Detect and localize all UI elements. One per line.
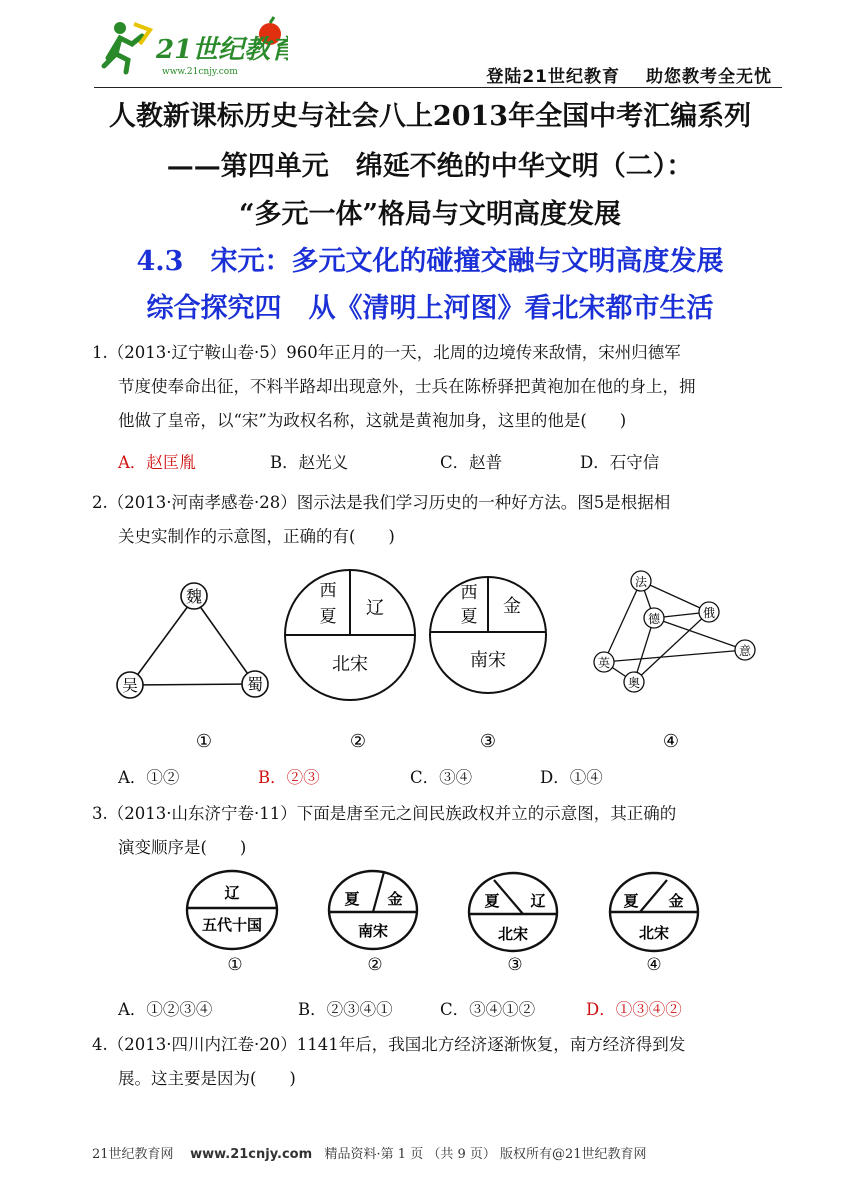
title-line-1: 人教新课标历史与社会八上2013年全国中考汇编系列 <box>108 101 752 132</box>
triangle-diagram <box>117 583 268 698</box>
section-title: 4.3 宋元：多元文化的碰撞交融与文明高度发展 <box>136 246 724 277</box>
label-nansong: 南宋 <box>470 650 506 671</box>
pie-diagram-2 <box>329 871 417 949</box>
question-line: 他做了皇帝，以“宋”为政权名称，这就是黄袍加身，这里的他是( ) <box>118 411 627 430</box>
question-line: 节度使奉命出征，不料半路却出现意外，士兵在陈桥驿把黄袍加在他的身上，拥 <box>118 377 696 396</box>
question-line: 3.（2013·山东济宁卷·11）下面是唐至元之间民族政权并立的示意图，其正确的 <box>92 804 677 823</box>
label-xixia-1: 西 <box>460 583 478 603</box>
label-xia: 夏 <box>484 892 500 910</box>
node-shu: 蜀 <box>246 675 264 694</box>
option-c[interactable]: C．赵普 <box>440 453 503 472</box>
runner-icon <box>104 22 150 72</box>
node-fa: 法 <box>634 575 648 589</box>
question-3 <box>92 797 782 865</box>
logo-text: 21世纪教育 <box>156 35 288 65</box>
page-footer <box>92 1143 647 1162</box>
pie-diagram-2 <box>285 570 415 700</box>
footer-info: 精品资料·第 1 页 （共 9 页） 版权所有@21世纪教育网 <box>324 1147 647 1162</box>
option-d[interactable]: D．石守信 <box>580 453 660 472</box>
node-e: 俄 <box>702 606 716 620</box>
footer-url[interactable]: www.21cnjy.com <box>190 1147 313 1162</box>
figure-label-1: ① <box>227 955 243 975</box>
label-beisong: 北宋 <box>638 924 670 942</box>
figure-label-3: ③ <box>507 955 523 975</box>
option-b[interactable]: B．②③④① <box>298 1000 393 1019</box>
label-xia: 夏 <box>623 892 639 910</box>
question-line: 2.（2013·河南孝感卷·28）图示法是我们学习历史的一种好方法。图5是根据相 <box>92 493 671 512</box>
option-b[interactable]: B．②③ <box>258 768 320 787</box>
option-b[interactable]: B．赵光义 <box>270 453 349 472</box>
figure-diagram-1 <box>100 560 780 760</box>
figure-label-2: ② <box>367 955 383 975</box>
question-line: 关史实制作的示意图，正确的有( ) <box>118 527 395 546</box>
pie-diagram-1 <box>187 871 277 949</box>
question-line: 4.（2013·四川内江卷·20）1141年后，我国北方经济逐渐恢复，南方经济得到发 <box>92 1035 686 1054</box>
label-xia: 夏 <box>344 890 360 908</box>
option-c[interactable]: C．③④①② <box>440 1000 536 1019</box>
slogan-right: 助您教考全无忧 <box>646 67 772 87</box>
node-wei: 魏 <box>185 587 203 606</box>
label-wudai: 五代十国 <box>201 916 263 934</box>
slogan-left: 登陆21世纪教育 <box>486 67 620 87</box>
subsection-title: 综合探究四 从《清明上河图》看北宋都市生活 <box>146 293 714 324</box>
footer-site: 21世纪教育网 <box>92 1147 174 1162</box>
figure-label-2: ② <box>349 731 367 752</box>
option-c[interactable]: C．③④ <box>410 768 473 787</box>
label-liao: 辽 <box>224 884 240 902</box>
label-liao: 辽 <box>366 598 384 619</box>
figure-label-1: ① <box>195 731 213 752</box>
pie-diagram-3 <box>430 577 546 693</box>
option-a[interactable]: A．①② <box>118 768 180 787</box>
node-de: 德 <box>647 612 661 626</box>
node-wu: 吴 <box>121 676 139 695</box>
option-a[interactable]: A．①②③④ <box>118 1000 213 1019</box>
question-1 <box>92 336 782 438</box>
label-beisong: 北宋 <box>332 654 368 675</box>
node-ao: 奥 <box>627 676 641 690</box>
figure-label-4: ④ <box>662 731 680 752</box>
figure-diagram-2 <box>180 860 700 980</box>
figure-label-3: ③ <box>479 731 497 752</box>
label-xixia-1: 西 <box>319 581 337 601</box>
option-a[interactable]: A．赵匡胤 <box>118 453 196 472</box>
question-line: 演变顺序是( ) <box>118 838 247 857</box>
label-xixia-2: 夏 <box>319 607 337 627</box>
node-yi: 意 <box>738 644 752 658</box>
question-3-options <box>118 996 778 1022</box>
label-xixia-2: 夏 <box>460 607 478 627</box>
title-line-2: ——第四单元 绵延不绝的中华文明（二）： <box>166 151 694 182</box>
question-line: 展。这主要是因为( ) <box>118 1069 296 1088</box>
label-liao: 辽 <box>530 892 546 910</box>
label-jin: 金 <box>387 890 403 908</box>
label-nansong: 南宋 <box>357 922 389 940</box>
question-2-options <box>118 764 718 790</box>
option-d[interactable]: D．①③④② <box>586 1000 682 1019</box>
question-4 <box>92 1028 782 1096</box>
option-d[interactable]: D．①④ <box>540 768 603 787</box>
label-jin: 金 <box>668 892 684 910</box>
logo-url: www.21cnjy.com <box>162 67 238 77</box>
label-jin: 金 <box>503 596 521 617</box>
node-ying: 英 <box>597 656 611 670</box>
title-line-3: “多元一体”格局与文明高度发展 <box>238 199 622 230</box>
question-2 <box>92 486 782 554</box>
figure-label-4: ④ <box>646 955 662 975</box>
question-line: 1.（2013·辽宁鞍山卷·5）960年正月的一天，北周的边境传来敌情，宋州归德军 <box>92 343 681 362</box>
pie-diagram-4 <box>610 873 698 951</box>
question-1-options <box>118 449 718 475</box>
header-divider <box>94 87 782 88</box>
label-beisong: 北宋 <box>497 925 529 943</box>
site-logo <box>98 14 288 80</box>
pie-diagram-3 <box>469 873 557 951</box>
network-diagram-4 <box>604 581 745 682</box>
header-slogan <box>486 62 772 87</box>
